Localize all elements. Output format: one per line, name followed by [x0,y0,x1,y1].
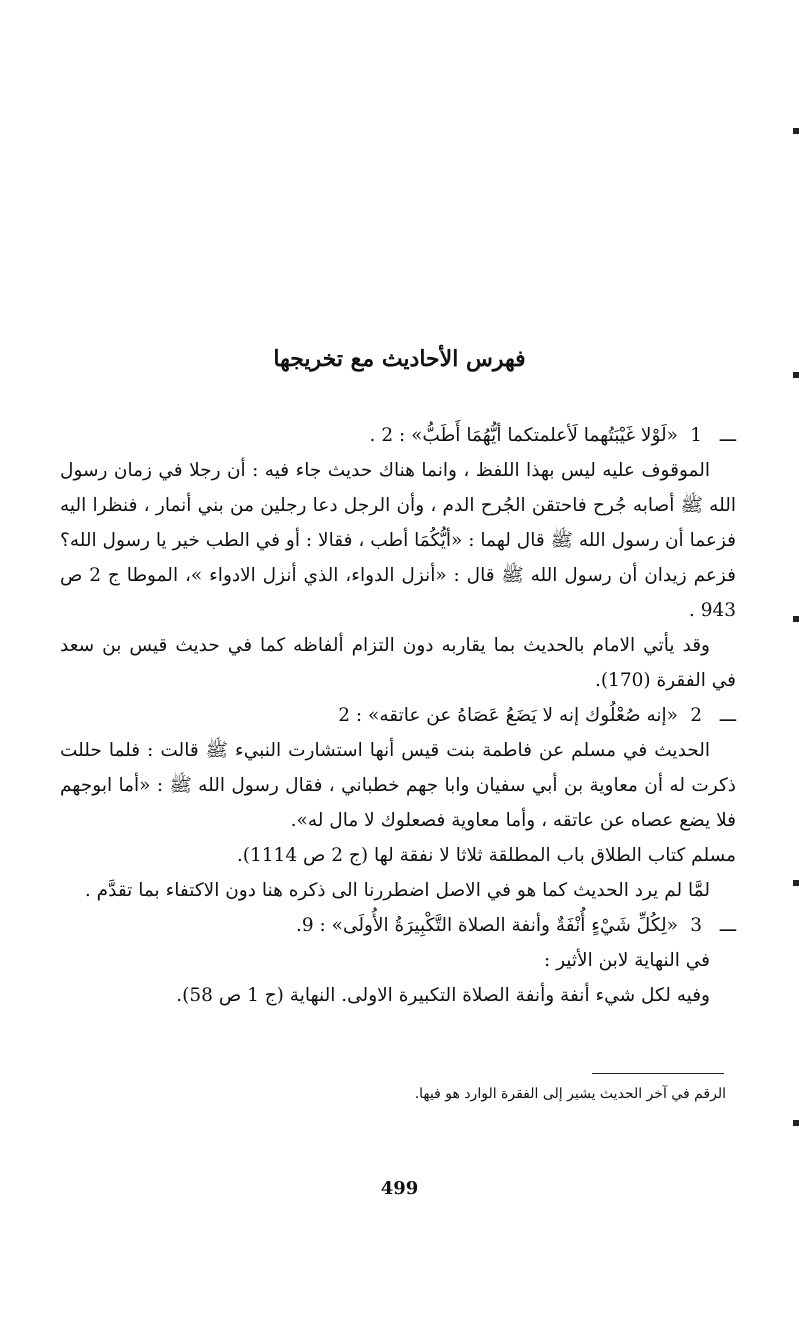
entry-dash: ـــ [719,705,736,726]
entry-dash: ـــ [719,915,736,936]
entry-heading: «لَوْلا غَيْبَتُهما لَأعلمتكما أيُّهُمَا أَطَبُّ» : 2 . [369,425,678,446]
entry-number-label [686,698,736,733]
scan-edge-mark [793,880,799,886]
entry-paragraph: وفيه لكل شيء أنفة وأنفة الصلاة التكبيرة الاولى. النهاية (ج 1 ص 58). [176,985,710,1006]
entry-number-label [686,418,736,453]
entry-dash: ـــ [719,425,736,446]
footnote-separator [592,1073,724,1074]
scan-edge-mark [793,128,799,134]
page-number: 499 [380,1178,419,1199]
entry-paragraph: لمَّا لم يرد الحديث كما هو في الاصل اضطررنا الى ذكره هنا دون الاكتفاء بما تقدَّم . [84,880,710,901]
scan-edge-mark [793,1120,799,1126]
page-title: فهرس الأحاديث مع تخريجها [273,346,526,372]
hadith-entry-3 [60,908,736,1013]
entry-heading: «إنه صُعْلُوك إنه لا يَضَعُ عَصَاهُ عن عاتقه» : 2 [338,705,678,726]
entry-heading: «لِكُلِّ شَيْءٍ أُنْفَةٌ وأنفة الصلاة التَّكْبِيرَةُ الأُولَى» : 9. [295,915,678,936]
entry-number: 1 [690,425,703,446]
entry-number: 3 [690,915,703,936]
hadith-entry-2 [60,698,736,908]
scan-edge-mark [793,372,799,378]
entry-paragraph: وقد يأتي الامام بالحديث بما يقاربه دون التزام ألفاظه كما في حديث قيس بن سعد في الفقرة (170). [60,635,736,691]
entry-heading-line [60,698,736,733]
entry-heading-line [60,418,736,453]
entry-paragraph: مسلم كتاب الطلاق باب المطلقة ثلاثا لا نفقة لها (ج 2 ص 1114). [236,845,736,866]
entry-number-label [686,908,736,943]
entry-number: 2 [690,705,703,726]
entry-heading-line [60,908,736,943]
scan-edge-mark [793,616,799,622]
entry-paragraph: الموقوف عليه ليس بهذا اللفظ ، وانما هناك حديث جاء فيه : أن رجلا في زمان رسول الله ﷺ أصابه جُرح فاحتقن الجُرح الدم ، وأن الرجل دعا رجلين من بني أنمار ، فنظرا اليه فزعما أن رسول الله ﷺ قال لهما : «أيُّكُمَا أطب ، فقالا : أو في الطب خير يا رسول الله؟ فزعم زيدان أن رسول الله ﷺ قال : «أنزل الدواء، الذي أنزل الادواء »، الموطا ج 2 ص 943 . [60,460,736,621]
footnote: الرقم في آخر الحديث يشير إلى الفقرة الوارد هو فيها. [414,1086,726,1102]
hadith-entry-1 [60,418,736,698]
entry-paragraph: الحديث في مسلم عن فاطمة بنت قيس أنها استشارت النبيء ﷺ قالت : فلما حللت ذكرت له أن معاوية بن أبي سفيان وابا جهم خطباني ، فقال رسول الله ﷺ : «أما ابوجهم فلا يضع عصاه عن عاتقه ، وأما معاوية فصعلوك لا مال له». [60,740,736,831]
hadith-index-body [60,418,736,1013]
entry-paragraph: في النهاية لابن الأثير : [543,950,710,971]
